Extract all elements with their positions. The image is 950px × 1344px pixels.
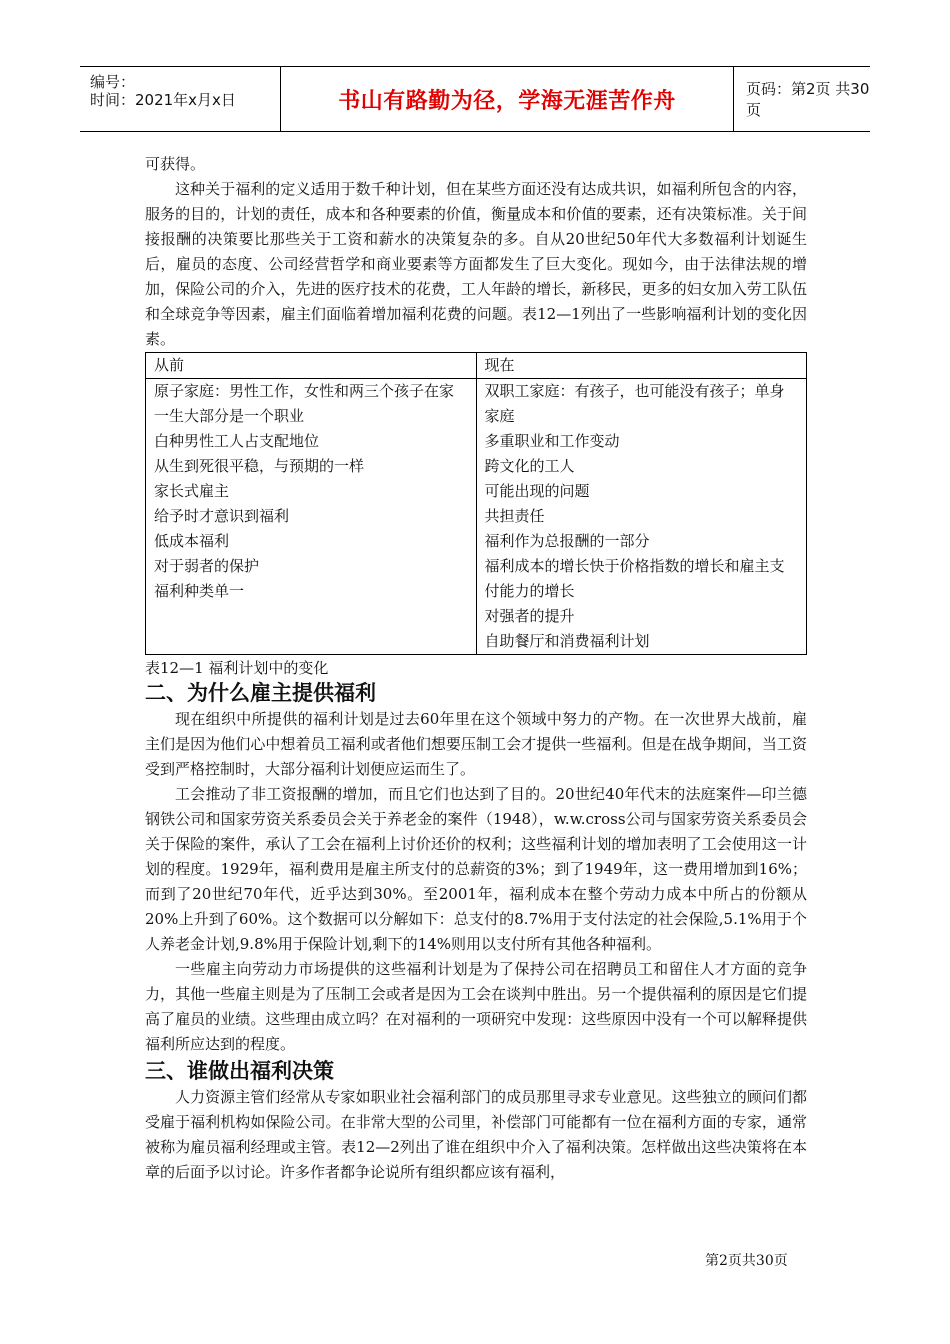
header-motto-cell: [280, 67, 734, 131]
table-header-row: [146, 353, 807, 379]
paragraph-definition: 这种关于福利的定义适用于数千种计划，但在某些方面还没有达成共识，如福利所包含的内容，服务的目的，计划的责任，成本和各种要素的价值，衡量成本和价值的要素，还有决策标准。关于间接报酬的决策要比那些关于工资和薪水的决策复杂的多。自从20世纪50年代大多数福利计划诞生后，雇员的态度、公司经营哲学和商业要素等方面都发生了巨大变化。现如今，由于法律法规的增加，保险公司的介入，先进的医疗技术的花费，工人年龄的增长，新移民，更多的妇女加入劳工队伍和全球竞争等因素，雇主们面临着增加福利花费的问题。表12—1列出了一些影响福利计划的变化因素。: [145, 180, 807, 348]
list-item: 白种男性工人占支配地位: [154, 432, 320, 450]
list-item: 多重职业和工作变动: [484, 432, 620, 450]
list-item: 共担责任: [484, 507, 545, 525]
motto-text: 书山有路勤为径，学海无涯苦作舟: [338, 88, 676, 114]
list-item: 低成本福利: [154, 532, 230, 550]
section-heading-why: 二、为什么雇主提供福利: [145, 681, 376, 705]
paragraph-continuation: 可获得。: [145, 155, 206, 173]
paragraph-decision-makers: 人力资源主管们经常从专家如职业社会福利部门的成员那里寻求专业意见。这些独立的顾问们都受雇于福利机构如保险公司。在非常大型的公司里，补偿部门可能都有一位在福利方面的专家，通常被称为雇员福利经理或主管。表12—2列出了谁在组织中介入了福利决策。怎样做出这些决策将在本章的后面予以讨论。许多作者都争论说所有组织都应该有福利，: [145, 1088, 807, 1181]
list-item: 福利成本的增长快于价格指数的增长和雇主支付能力的增长: [484, 557, 785, 600]
table-body-row: [146, 379, 807, 655]
list-item: 跨文化的工人: [484, 457, 575, 475]
list-item: 可能出现的问题: [484, 482, 590, 500]
list-item: 双职工家庭：有孩子，也可能没有孩子；单身家庭: [484, 382, 785, 425]
header-meta: [80, 67, 280, 131]
now-column: [476, 379, 807, 655]
list-item: 福利作为总报酬的一部分: [484, 532, 650, 550]
paragraph-reasons: 一些雇主向劳动力市场提供的这些福利计划是为了保持公司在招聘员工和留住人才方面的竞争力，其他一些雇主则是为了压制工会或者是因为工会在谈判中胜出。另一个提供福利的原因是它们提高了雇员的业绩。这些理由成立吗？在对福利的一项研究中发现：这些原因中没有一个可以解释提供福利所应达到的程度。: [145, 960, 807, 1053]
list-item: 福利种类单一: [154, 582, 245, 600]
list-item: 自助餐厅和消费福利计划: [484, 632, 650, 650]
page-footer: 第2页共30页: [705, 1253, 788, 1269]
paragraph-unions: 工会推动了非工资报酬的增加，而且它们也达到了目的。20世纪40年代末的法庭案件—印兰德钢铁公司和国家劳资关系委员会关于养老金的案件（1948），w.w.cross公司与国家劳资关系委员会关于保险的案件，承认了工会在福利上讨价还价的权利；这些福利计划的增加表明了工会使用这一计划的程度。1929年，福利费用是雇主所支付的总薪资的3%；到了1949年，这一费用增加到16%；而到了20世纪70年代，近乎达到30%。至2001年，福利成本在整个劳动力成本中所占的份额从20%上升到了60%。这个数据可以分解如下：总支付的8.7%用于支付法定的社会保险,5.1%用于个人养老金计划,9.8%用于保险计划,剩下的14%则用以支付所有其他各种福利。: [145, 785, 807, 953]
page-label: 页码：第2页 共30页: [746, 80, 870, 119]
time-label: 时间：2021年x月x日: [90, 91, 236, 109]
header-page-cell: [734, 67, 870, 131]
list-item: 对强者的提升: [484, 607, 575, 625]
list-item: 从生到死很平稳，与预期的一样: [154, 457, 365, 475]
section-heading-who: 三、谁做出福利决策: [145, 1059, 334, 1083]
table-caption: 表12—1 福利计划中的变化: [145, 659, 329, 677]
document-body: [145, 152, 807, 1185]
table-header-before: 从前: [146, 353, 477, 379]
benefit-changes-table: [145, 352, 807, 655]
paragraph-history: 现在组织中所提供的福利计划是过去60年里在这个领域中努力的产物。在一次世界大战前，雇主们是因为他们心中想着员工福利或者他们想要压制工会才提供一些福利。但是在战争期间，当工资受到严格控制时，大部分福利计划便应运而生了。: [145, 710, 807, 778]
page-header: [80, 66, 870, 132]
list-item: 给予时才意识到福利: [154, 507, 290, 525]
list-item: 家长式雇主: [154, 482, 230, 500]
number-label: 编号：: [90, 73, 136, 91]
list-item: 原子家庭：男性工作，女性和两三个孩子在家: [154, 382, 455, 400]
table-header-now: 现在: [476, 353, 807, 379]
list-item: 一生大部分是一个职业: [154, 407, 305, 425]
before-column: [146, 379, 477, 655]
list-item: 对于弱者的保护: [154, 557, 260, 575]
